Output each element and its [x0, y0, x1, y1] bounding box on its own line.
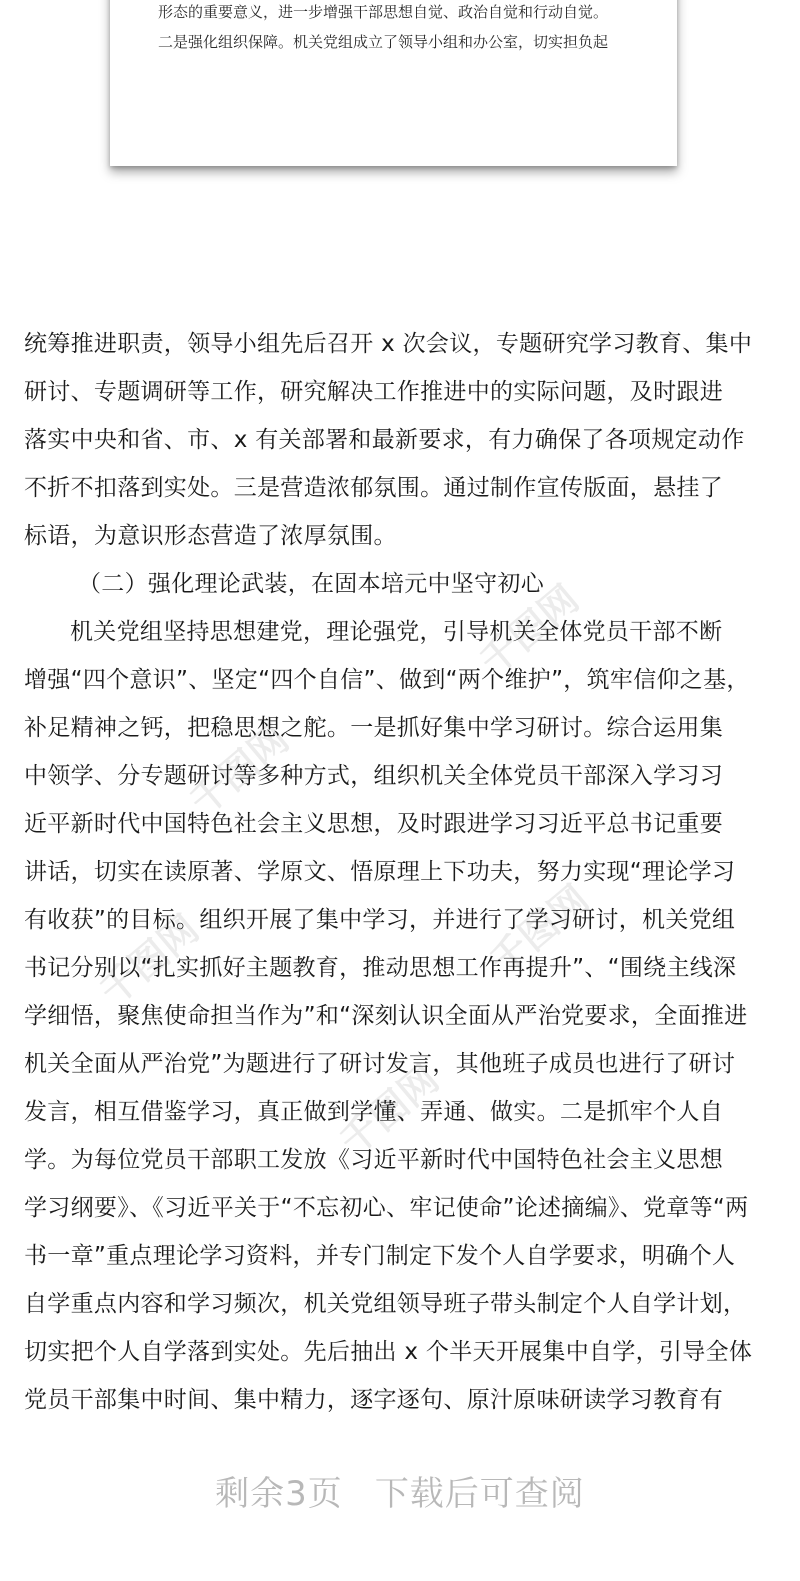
watermark: 千图网 [481, 876, 598, 984]
download-hint-text: 下载后可查阅 [374, 1474, 585, 1514]
watermark: 千图网 [471, 576, 588, 684]
body-line: 中领学、分专题研讨等多种方式，组织机关全体党员干部深入学习习 [24, 763, 723, 789]
body-line: 讲话，切实在读原著、学原文、悟原理上下功夫，努力实现“理论学习 [24, 859, 736, 885]
body-line: 切实把个人自学落到实处。先后抽出 x 个半天开展集中自学，引导全体 [24, 1339, 753, 1365]
body-line: 近平新时代中国特色社会主义思想，及时跟进学习习近平总书记重要 [24, 811, 723, 837]
body-line: 机关全面从严治党”为题进行了研讨发言，其他班子成员也进行了研讨 [24, 1051, 736, 1077]
watermark: 千图网 [331, 1056, 448, 1164]
section-heading: （二）强化理论武装，在固本培元中坚守初心 [78, 571, 544, 597]
download-prompt[interactable] [0, 1466, 800, 1515]
body-line: 发言，相互借鉴学习，真正做到学懂、弄通、做实。二是抓牢个人自 [24, 1099, 723, 1125]
preview-line-3: 二是强化组织保障。机关党组成立了领导小组和办公室，切实担负起 [158, 33, 609, 51]
body-line: 研讨、专题调研等工作，研究解决工作推进中的实际问题，及时跟进 [24, 379, 723, 405]
body-line: 机关党组坚持思想建党，理论强党，引导机关全体党员干部不断 [70, 619, 723, 645]
body-line: 落实中央和省、市、x 有关部署和最新要求，有力确保了各项规定动作 [24, 427, 745, 453]
body-line: 增强“四个意识”、坚定“四个自信”、做到“两个维护”，筑牢信仰之基， [24, 667, 750, 693]
body-line: 有收获”的目标。组织开展了集中学习，并进行了学习研讨，机关党组 [24, 907, 736, 933]
page-preview-card [110, 0, 677, 166]
watermark: 千图网 [181, 716, 298, 824]
preview-line-2: 形态的重要意义，进一步增强干部思想自觉、政治自觉和行动自觉。 [158, 3, 609, 21]
body-line: 学习纲要》、《习近平关于“不忘初心、牢记使命”论述摘编》、党章等“两 [24, 1195, 749, 1221]
body-line: 学细悟，聚焦使命担当作为”和“深刻认识全面从严治党要求，全面推进 [24, 1003, 748, 1029]
watermark: 千图网 [91, 906, 208, 1014]
body-line: 补足精神之钙，把稳思想之舵。一是抓好集中学习研讨。综合运用集 [24, 715, 723, 741]
body-line: 学。为每位党员干部职工发放《习近平新时代中国特色社会主义思想 [24, 1147, 723, 1173]
body-line: 统筹推进职责，领导小组先后召开 x 次会议，专题研究学习教育、集中 [24, 331, 753, 357]
body-line: 不折不扣落到实处。三是营造浓郁氛围。通过制作宣传版面，悬挂了 [24, 475, 723, 501]
body-line: 标语，为意识形态营造了浓厚氛围。 [24, 523, 397, 549]
remaining-pages-text: 剩余3页 [215, 1474, 343, 1514]
body-line: 书一章”重点理论学习资料，并专门制定下发个人自学要求，明确个人 [24, 1243, 736, 1269]
body-line: 自学重点内容和学习频次，机关党组领导班子带头制定个人自学计划， [24, 1291, 747, 1317]
body-line: 党员干部集中时间、集中精力，逐字逐句、原汁原味研读学习教育有 [24, 1387, 723, 1413]
body-line: 书记分别以“扎实抓好主题教育，推动思想工作再提升”、“围绕主线深 [24, 955, 737, 981]
